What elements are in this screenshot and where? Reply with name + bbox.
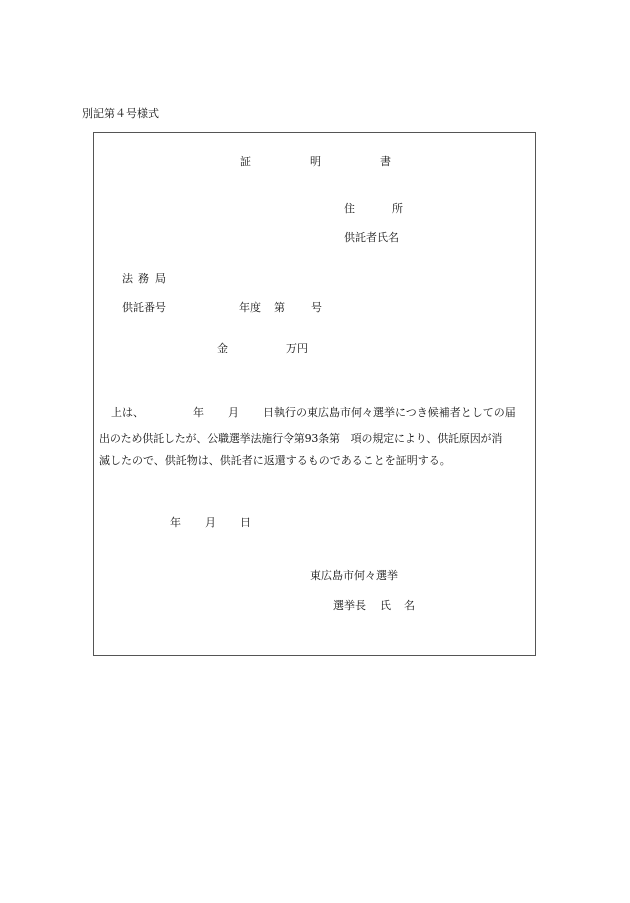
form-label: 別記第４号様式 <box>82 107 159 120</box>
deposit-year-label: 年度 <box>239 301 261 314</box>
body-line1-part1: 上は、 <box>111 406 144 419</box>
body-line2: 出のため供託したが、公職選挙法施行令第93条第 項の規定により、供託原因が消 <box>99 432 503 445</box>
body-line3: 滅したので、供託物は、供託者に返還するものであることを証明する。 <box>99 454 451 467</box>
title-char-3: 書 <box>380 155 391 168</box>
date-day: 日 <box>240 516 251 529</box>
date-month: 月 <box>205 516 216 529</box>
depositor-name-label: 供託者氏名 <box>344 231 399 244</box>
deposit-number-label: 供託番号 <box>122 301 166 314</box>
body-line1-month: 月 <box>228 406 239 419</box>
chairman-mei: 名 <box>404 599 415 612</box>
body-line1-year: 年 <box>193 406 204 419</box>
bureau-char-1: 法 <box>122 272 133 285</box>
body-line1-rest: 日執行の東広島市何々選挙につき候補者としての届 <box>263 406 516 419</box>
title-char-2: 明 <box>310 155 321 168</box>
address-label-1: 住 <box>344 202 355 215</box>
amount-label: 金 <box>217 342 228 355</box>
bureau-char-2: 務 <box>138 272 149 285</box>
chairman-label: 選挙長 <box>333 599 366 612</box>
amount-unit: 万円 <box>286 342 308 355</box>
chairman-shi: 氏 <box>380 599 391 612</box>
deposit-no-suffix: 号 <box>311 301 322 314</box>
title-char-1: 証 <box>240 155 251 168</box>
address-label-2: 所 <box>392 202 403 215</box>
bureau-char-3: 局 <box>155 272 166 285</box>
commission-name: 東広島市何々選挙 <box>310 569 398 582</box>
deposit-no-label: 第 <box>274 301 285 314</box>
date-year: 年 <box>170 516 181 529</box>
